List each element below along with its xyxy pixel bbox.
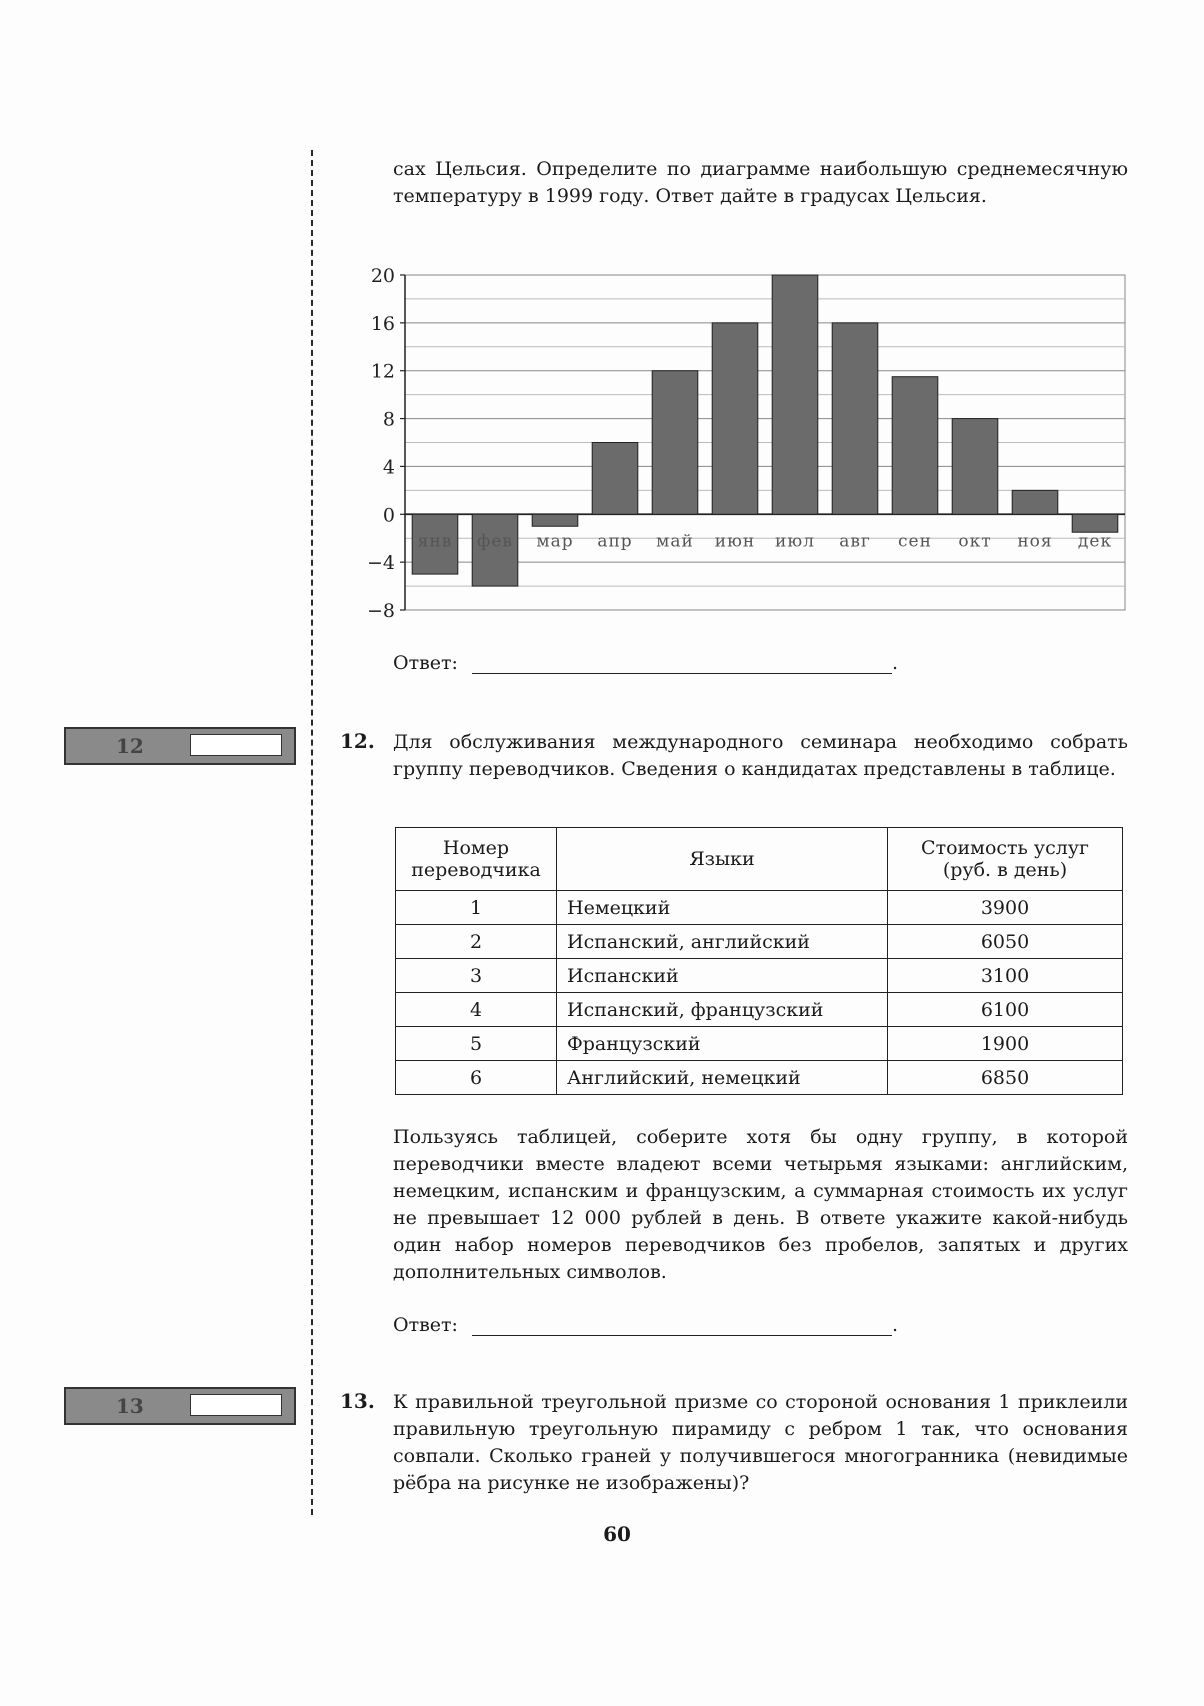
table-row [396, 925, 1123, 959]
x-category-label: дек [1077, 531, 1113, 552]
table-row [396, 1027, 1123, 1061]
table-cell: 3 [396, 959, 557, 993]
translators-table [395, 827, 1123, 1095]
chart-bar [832, 323, 878, 514]
table-cell: Испанский [557, 959, 888, 993]
question-12-number: 12. [340, 729, 375, 753]
answer-label: Ответ: [393, 652, 458, 674]
table-cell: 6050 [888, 925, 1123, 959]
chart-bar [952, 419, 998, 515]
y-tick-label: 0 [382, 504, 395, 527]
question-12-task: Пользуясь таблицей, соберите хотя бы одну группу, в которой переводчики вместе владеют всеми четырьмя языками: английским, немецким, испанским и французским, а суммарная стоимость их услуг не превышает 12 000 рублей в день. В ответе укажите какой-нибудь один набор номеров переводчиков без пробелов, запятых и других дополнительных символов. [393, 1126, 1128, 1283]
y-tick-label: 16 [370, 312, 395, 335]
table-header-row [396, 828, 1123, 891]
table-cell: 5 [396, 1027, 557, 1061]
answer-field-11[interactable] [472, 653, 892, 674]
chart-bar [592, 443, 638, 515]
x-category-label: авг [839, 531, 871, 552]
x-category-label: сен [898, 531, 932, 552]
answer-row-11: Ответ: . [393, 652, 898, 674]
temperature-bar-chart [360, 265, 1130, 625]
y-tick-label: 20 [370, 265, 395, 287]
table-cell: Испанский, французский [557, 993, 888, 1027]
score-box-label: 13 [116, 1394, 144, 1418]
chart-bar [1012, 490, 1058, 514]
page-number: 60 [603, 1522, 631, 1546]
x-category-label: мар [536, 531, 574, 552]
score-field-12[interactable] [190, 734, 282, 756]
chart-bar [652, 371, 698, 515]
x-category-label: ноя [1017, 531, 1053, 552]
question-13-number: 13. [340, 1389, 375, 1413]
table-cell: 4 [396, 993, 557, 1027]
x-category-label: окт [958, 531, 992, 552]
chart-bar [772, 275, 818, 514]
table-row [396, 891, 1123, 925]
cut-line [311, 150, 313, 1515]
score-box-13 [64, 1387, 296, 1425]
table-cell: Испанский, английский [557, 925, 888, 959]
table-header-cell: Номер переводчика [396, 828, 557, 891]
score-box-label: 12 [116, 734, 144, 758]
table-cell: Французский [557, 1027, 888, 1061]
table-cell: Английский, немецкий [557, 1061, 888, 1095]
table-cell: 2 [396, 925, 557, 959]
chart-bar [1072, 514, 1118, 532]
chart-bar [712, 323, 758, 514]
y-tick-label: −8 [366, 600, 395, 622]
table-cell: Немецкий [557, 891, 888, 925]
score-box-12 [64, 727, 296, 765]
x-category-label: май [656, 531, 694, 552]
table-cell: 1900 [888, 1027, 1123, 1061]
x-category-label: апр [597, 531, 633, 552]
table-header-cell: Стоимость услуг (руб. в день) [888, 828, 1123, 891]
table-cell: 6850 [888, 1061, 1123, 1095]
answer-row-12: Ответ: . [393, 1314, 898, 1336]
chart-bar [532, 514, 578, 526]
y-tick-label: 4 [382, 456, 395, 479]
table-cell: 3100 [888, 959, 1123, 993]
table-cell: 6100 [888, 993, 1123, 1027]
table-cell: 3900 [888, 891, 1123, 925]
table-cell: 6 [396, 1061, 557, 1095]
question-12-text: Для обслуживания международного семинара необходимо собрать группу переводчиков. Сведения о кандидатах представлены в таблице. [393, 731, 1128, 780]
y-tick-label: −4 [366, 552, 395, 575]
table-header-cell: Языки [557, 828, 888, 891]
score-field-13[interactable] [190, 1394, 282, 1416]
table-row [396, 959, 1123, 993]
table-cell: 1 [396, 891, 557, 925]
y-tick-label: 12 [370, 360, 395, 383]
x-category-label: янв [417, 531, 453, 552]
x-category-label: фев [477, 531, 513, 552]
question-11-text: сах Цельсия. Определите по диаграмме наибольшую среднемесячную температуру в 1999 году. Ответ дайте в градусах Цельсия. [393, 158, 1128, 207]
chart-bar [892, 377, 938, 515]
answer-label: Ответ: [393, 1314, 458, 1336]
y-tick-label: 8 [382, 408, 395, 431]
table-row [396, 993, 1123, 1027]
question-13-text: К правильной треугольной призме со стороной основания 1 приклеили правильную треугольную пирамиду с ребром 1 так, что основания совпали. Сколько граней у получившегося многогранника (невидимые рёбра на рисунке не изображены)? [393, 1391, 1128, 1494]
x-category-label: июн [714, 531, 756, 552]
table-row [396, 1061, 1123, 1095]
answer-field-12[interactable] [472, 1315, 892, 1336]
x-category-label: июл [775, 531, 815, 552]
